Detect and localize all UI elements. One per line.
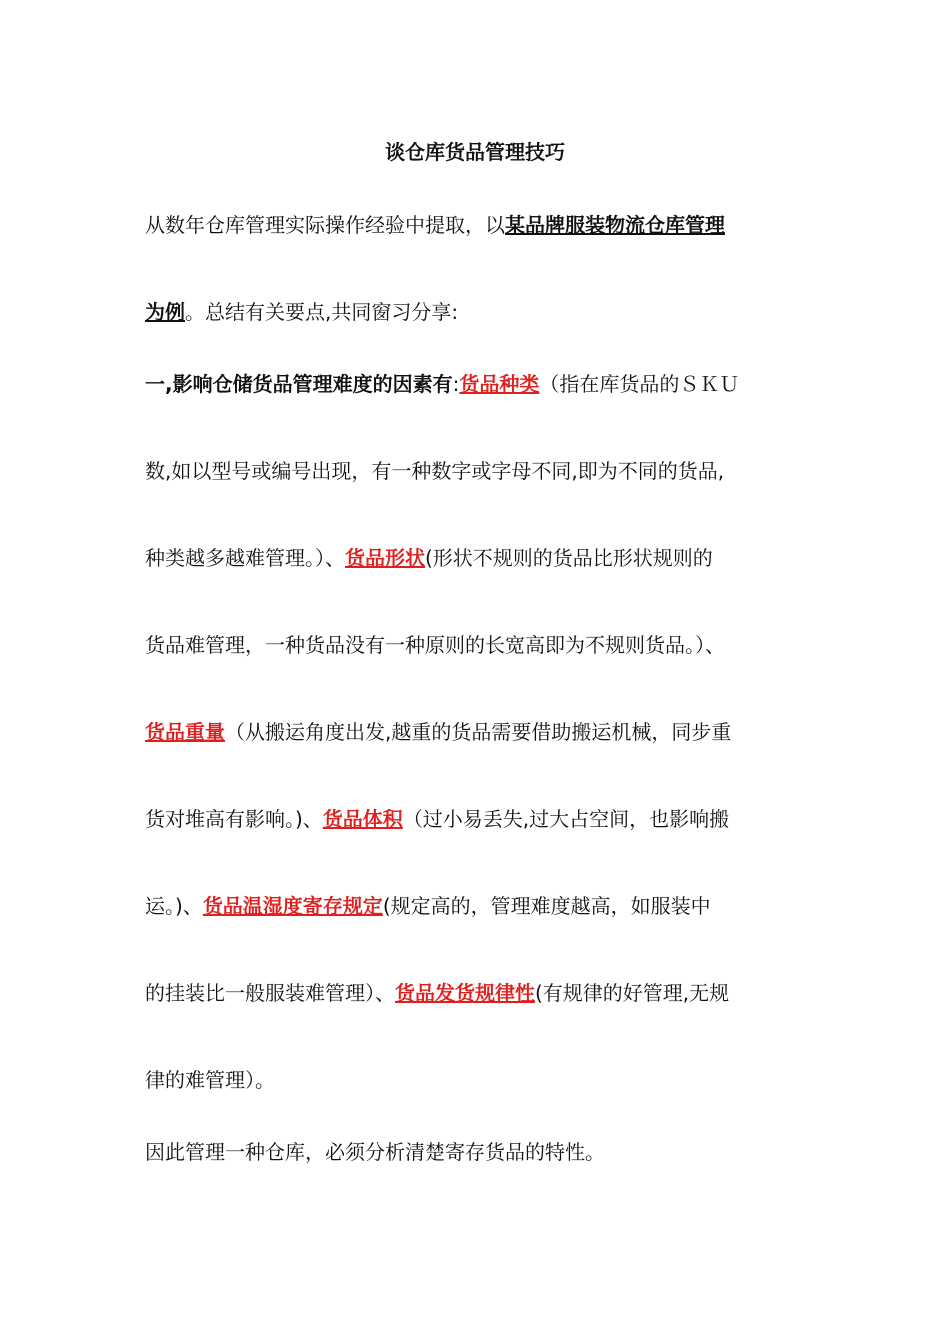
factor-shape-desc: (形状不规则的货品比形状规则的 — [425, 546, 713, 570]
section1-line-2: 数,如以型号或编号出现，有一种数字或字母不同,即为不同的货品, — [145, 459, 725, 483]
text: 运。)、 — [145, 894, 203, 918]
section1-line-4: 货品难管理，一种货品没有一种原则的长宽高即为不规则货品。）、 — [145, 633, 725, 657]
section1-line-9: 律的难管理）。 — [145, 1068, 275, 1092]
factor-weight: 货品重量 — [145, 720, 225, 744]
intro-line-1 — [145, 207, 825, 243]
factor-volume: 货品体积 — [322, 807, 403, 831]
factor-variety: 货品种类 — [459, 372, 540, 396]
section1-line-8 — [145, 975, 825, 1011]
section1-line-6 — [145, 801, 825, 837]
intro-text: 从数年仓库管理实际操作经验中提取，以 — [145, 213, 505, 237]
factor-volume-desc: （过小易丢失,过大占空间，也影响搬 — [402, 807, 730, 831]
factor-storage-desc: (规定高的，管理难度越高，如服装中 — [382, 894, 711, 918]
colon: : — [452, 372, 460, 396]
section1-heading: 一,影响仓储货品管理难度的因素有 — [145, 372, 453, 396]
text: 的挂装比一般服装难管理）、 — [145, 981, 395, 1005]
factor-storage-requirements: 货品温湿度寄存规定 — [202, 894, 383, 918]
intro-text-cont: 。总结有关要点,共同窗习分享: — [185, 300, 459, 324]
section1-line-5 — [145, 714, 825, 750]
intro-emphasis: 某品牌服装物流仓库管理 — [505, 213, 725, 237]
factor-weight-desc: （从搬运角度出发,越重的货品需要借助搬运机械，同步重 — [225, 720, 732, 744]
section1-line-7 — [145, 888, 825, 924]
document-title: 谈仓库货品管理技巧 — [385, 140, 565, 164]
text: 货对堆高有影响。)、 — [145, 807, 323, 831]
intro-line-2 — [145, 294, 825, 330]
text: 种类越多越难管理。）、 — [145, 546, 345, 570]
factor-variety-desc: （指在库货品的ＳＫＵ — [539, 372, 740, 396]
section1-line-1 — [145, 366, 825, 402]
factor-shape: 货品形状 — [345, 546, 425, 570]
section1-line-3 — [145, 540, 825, 576]
factor-shipping-regularity: 货品发货规律性 — [395, 981, 535, 1005]
intro-emphasis-cont: 为例 — [145, 300, 185, 324]
factor-shipping-desc: (有规律的好管理,无规 — [535, 981, 730, 1005]
conclusion: 因此管理一种仓库，必须分析清楚寄存货品的特性。 — [145, 1140, 605, 1164]
